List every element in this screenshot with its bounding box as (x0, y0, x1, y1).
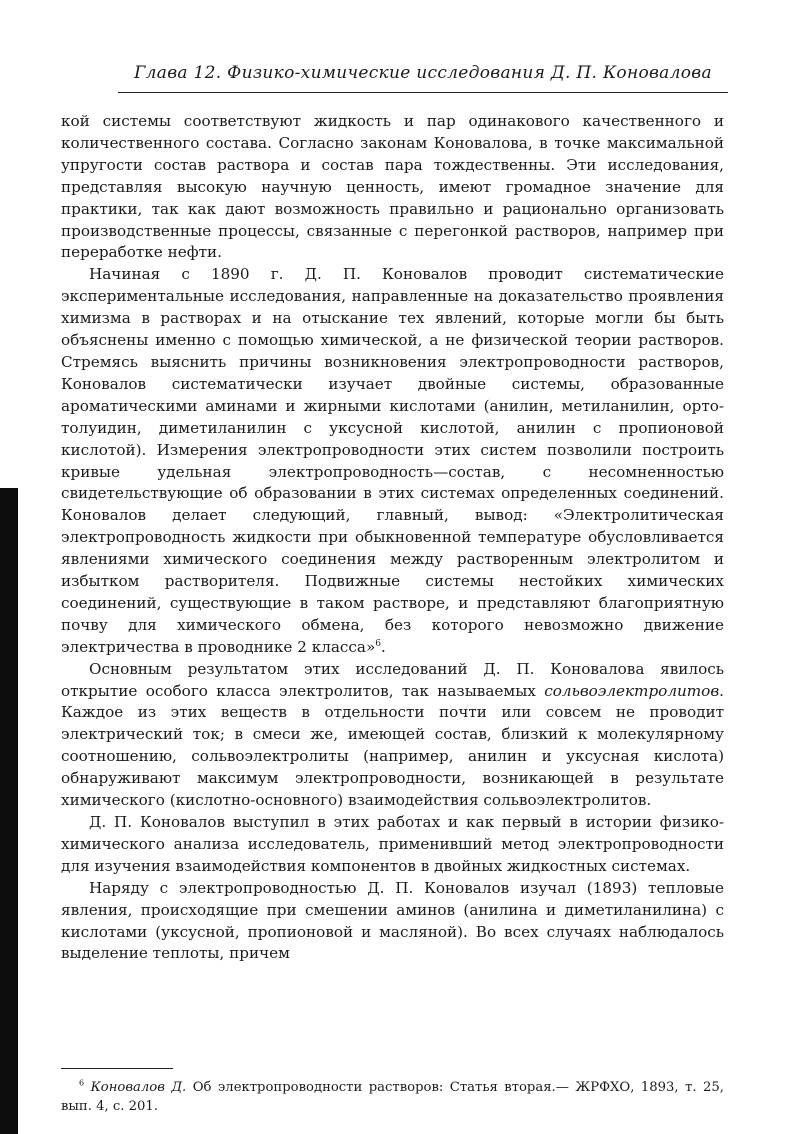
paragraph-3-text-before: Основным результатом этих исследований Д. П. Коновалова явилось открытие особого класса электролитов, так называемых (61, 659, 724, 700)
term-solvoelectrolytes: сольвоэлектролитов (544, 681, 720, 700)
paragraph-2: Начиная с 1890 г. Д. П. Коновалов проводит систематические экспериментальные исследования, направленные на доказательство проявления химизма в растворах и на отыскание тех явлений, которые могли бы быть объяснены именно с помощью химической, а не физической теории растворов. Стремясь выяснить причины возникновения электропроводности растворов, Коновалов систематически изучает двойные системы, образованные ароматическими аминами и жирными кислотами (анилин, метиланилин, орто-толуидин, диметиланилин с уксусной кислотой, анилин с пропионовой кислотой). Измерения электропроводности этих систем позволили построить кривые удельная электропроводность—состав, с несомненностью свидетельствующие об образовании в этих системах определенных соединений. Коновалов делает следующий, главный, вывод: «Электролитическая электропроводность жидкости при обыкновенной температуре обусловливается явлениями химического соединения между растворенным электролитом и избытком растворителя. Подвижные системы нестойких химических соединений, существующие в таком растворе, и представляют благоприятную почву для химического обмена, без которого невозможно движение электричества в проводнике 2 класса»$^6$. (61, 265, 724, 656)
paragraph-4: Д. П. Коновалов выступил в этих работах и как первый в истории физико-химического анализа исследователь, применивший метод электропроводности для изучения взаимодействия компонентов в двойных жидкостных системах. (61, 813, 724, 875)
scan-binding-edge (0, 488, 18, 1134)
footnote (61, 1078, 724, 1116)
footnote-author: Коновалов Д. (90, 1080, 187, 1095)
paragraph-3 (61, 659, 724, 812)
footnote-text (61, 1078, 724, 1116)
paragraph-5: Наряду с электропроводностью Д. П. Коновалов изучал (1893) тепловые явления, происходящие при смешении аминов (анилина и диметиланилина) с кислотами (уксусной, пропионовой и масляной). Во всех случаях наблюдалось выделение теплоты, причем (61, 878, 724, 963)
footnote-citation: Об электропроводности растворов: Статья вторая.— ЖРФХО, 1893, т. 25, вып. 4, с. 201. (61, 1080, 724, 1114)
footnote-marker: 6 (79, 1078, 85, 1088)
paragraph-1: кой системы соответствуют жидкость и пар одинакового качественного и количественного состава. Согласно законам Коновалова, в точке максимальной упругости состав раствора и состав пара тождественны. Эти исследования, представляя высокую научную ценность, имеют громадное значение для практики, так как дают возможность правильно и рационально организовать производственные процессы, связанные с перегонкой растворов, например при переработке нефти. (61, 112, 724, 262)
footnote-reference[interactable]: 6 (375, 638, 381, 649)
main-text (61, 111, 724, 965)
footnote-divider (61, 1068, 173, 1069)
running-header: Глава 12. Физико-химические исследования Д. П. Коновалова (118, 62, 728, 93)
paragraph-3-text-after: . Каждое из этих веществ в отдельности почти или совсем не проводит электрический ток; в смеси же, имеющей состав, близкий к молекулярному соотношению, сольвоэлектролиты (например, анилин и уксусная кислота) обнаруживают максимум электропроводности, возникающей в результате химического (кислотно-основного) взаимодействия сольвоэлектролитов. (61, 681, 724, 810)
paragraph-2-text: Начиная с 1890 г. Д. П. Коновалов проводит систематические экспериментальные исследования, направленные на доказательство проявления химизма в растворах и на отыскание тех явлений, которые могли бы быть объяснены именно с помощью химической, а не физической теории растворов. Стремясь выяснить причины возникновения электропроводности растворов, Коновалов систематически изучает двойные системы, образованные ароматическими аминами и жирными кислотами (анилин, метиланилин, орто-толуидин, диметиланилин с уксусной кислотой, анилин с пропионовой кислотой). Измерения электропроводности этих систем позволили построить кривые удельная электропроводность—состав, с несомненностью свидетельствующие об образовании в этих системах определенных соединений. Коновалов делает следующий, главный, вывод: «Электролитическая электропроводность жидкости при обыкновенной температуре обусловливается явлениями химического соединения между растворенным электролитом и избытком растворителя. Подвижные системы нестойких химических соединений, существующие в таком растворе, и представляют благоприятную почву для химического обмена, без которого невозможно движение электричества в проводнике 2 класса» (61, 265, 724, 656)
